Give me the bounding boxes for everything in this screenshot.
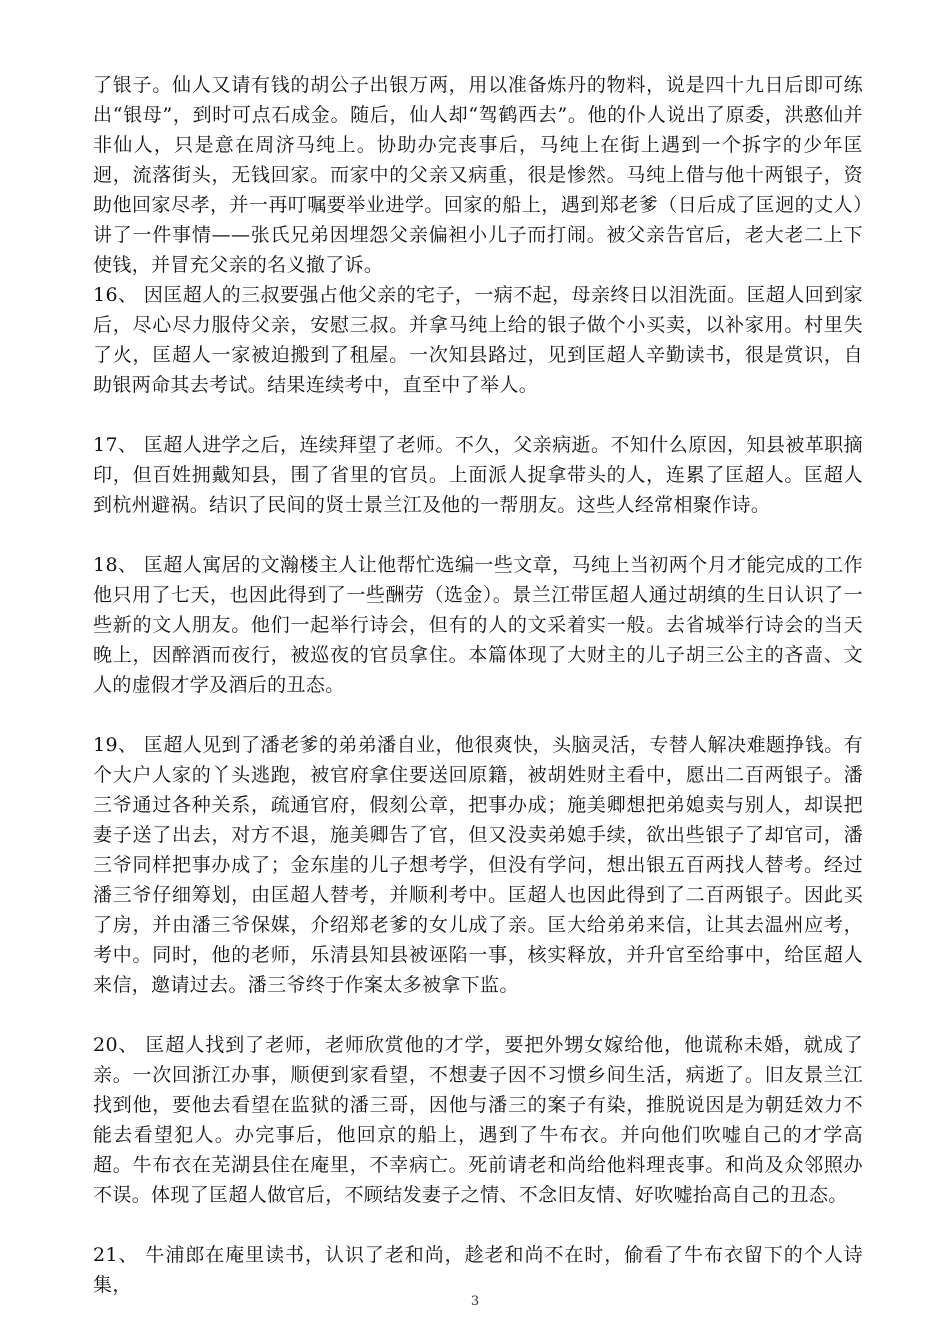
paragraph-18: 18、 匡超人寓居的文瀚楼主人让他帮忙选编一些文章，马纯上当初两个月才能完成的工作他只用了七天，也因此得到了一些酬劳（选金）。景兰江带匡超人通过胡缜的生日认识了一些新的文人朋友。他们一起举行诗会，但有的人的文采着实一般。去省城举行诗会的当天晚上，因醉酒而夜行，被巡夜的官员拿住。本篇体现了大财主的儿子胡三公主的吝啬、文人的虚假才学及酒后的丑态。 bbox=[93, 554, 863, 696]
paragraph-gap bbox=[93, 400, 863, 430]
paragraph-20: 20、 匡超人找到了老师，老师欣赏他的才学，要把外甥女嫁给他，他谎称未婚，就成了亲。一次回浙江办事，顺便到家看望，不想妻子因不习惯乡间生活，病逝了。旧友景兰江找到他，要他去看望在监狱的潘三哥，因他与潘三的案子有染，推脱说因是为朝廷效力不能去看望犯人。办完事后，他回京的船上，遇到了牛布衣。并向他们吹嘘自己的才学高超。牛布衣在芜湖县住在庵里，不幸病亡。死前请老和尚给他料理丧事。和尚及众邻照办不误。体现了匡超人做官后，不顾结发妻子之情、不念旧友情、好吹嘘抬高自己的丑态。 bbox=[93, 1034, 863, 1206]
page-number: 3 bbox=[470, 1294, 480, 1309]
paragraph-gap bbox=[93, 1000, 863, 1030]
paragraph-16: 16、 因匡超人的三叔要强占他父亲的宅子，一病不起，母亲终日以泪洗面。匡超人回到家后，尽心尽力服侍父亲，安慰三叔。并拿马纯上给的银子做个小买卖，以补家用。村里失了火，匡超人一家被迫搬到了租屋。一次知县路过，见到匡超人辛勤读书，很是赏识，自助银两命其去考试。结果连续考中，直至中了举人。 bbox=[93, 284, 863, 396]
paragraph-17: 17、 匡超人进学之后，连续拜望了老师。不久，父亲病逝。不知什么原因，知县被革职摘印，但百姓拥戴知县，围了省里的官员。上面派人捉拿带头的人，连累了匡超人。匡超人到杭州避祸。结识了民间的贤士景兰江及他的一帮朋友。这些人经常相聚作诗。 bbox=[93, 434, 863, 516]
paragraph-19: 19、 匡超人见到了潘老爹的弟弟潘自业，他很爽快，头脑灵活，专替人解决难题挣钱。有个大户人家的丫头逃跑，被官府拿住要送回原籍，被胡姓财主看中，愿出二百两银子。潘三爷通过各种关系，疏通官府，假刻公章，把事办成；施美卿想把弟媳卖与别人，却误把妻子送了出去，对方不退，施美卿告了官，但又没卖弟媳手续，欲出些银子了却官司，潘三爷同样把事办成了；金东崖的儿子想考学，但没有学问，想出银五百两找人替考。经过潘三爷仔细筹划，由匡超人替考，并顺利考中。匡超人也因此得到了二百两银子。因此买了房，并由潘三爷保媒，介绍郑老爹的女儿成了亲。匡大给弟弟来信，让其去温州应考，考中。同时，他的老师，乐清县知县被诬陷一事，核实释放，并升官至给事中，给匡超人来信，邀请过去。潘三爷终于作案太多被拿下监。 bbox=[93, 734, 863, 996]
paragraph-gap bbox=[93, 1210, 863, 1240]
paragraph-gap bbox=[93, 700, 863, 730]
paragraph-15-continued: 了银子。仙人又请有钱的胡公子出银万两，用以准备炼丹的物料，说是四十九日后即可练出“银母”，到时可点石成金。随后，仙人却“驾鹤西去”。他的仆人说出了原委，洪憨仙并非仙人，只是意在周济马纯上。协助办完丧事后，马纯上在街上遇到一个拆字的少年匡迥，流落街头，无钱回家。而家中的父亲又病重，很是惨然。马纯上借与他十两银子，资助他回家尽孝，并一再叮嘱要举业进学。回家的船上，遇到郑老爹（日后成了匡迥的丈人）讲了一件事情——张氏兄弟因埋怨父亲偏袒小儿子而打闹。被父亲告官后，老大老二上下使钱，并冒充父亲的名义撤了诉。 bbox=[93, 74, 863, 276]
document-body bbox=[93, 70, 863, 1300]
paragraph-gap bbox=[93, 520, 863, 550]
paragraph-21: 21、 牛浦郎在庵里读书，认识了老和尚，趁老和尚不在时，偷看了牛布衣留下的个人诗集， bbox=[93, 1244, 863, 1296]
